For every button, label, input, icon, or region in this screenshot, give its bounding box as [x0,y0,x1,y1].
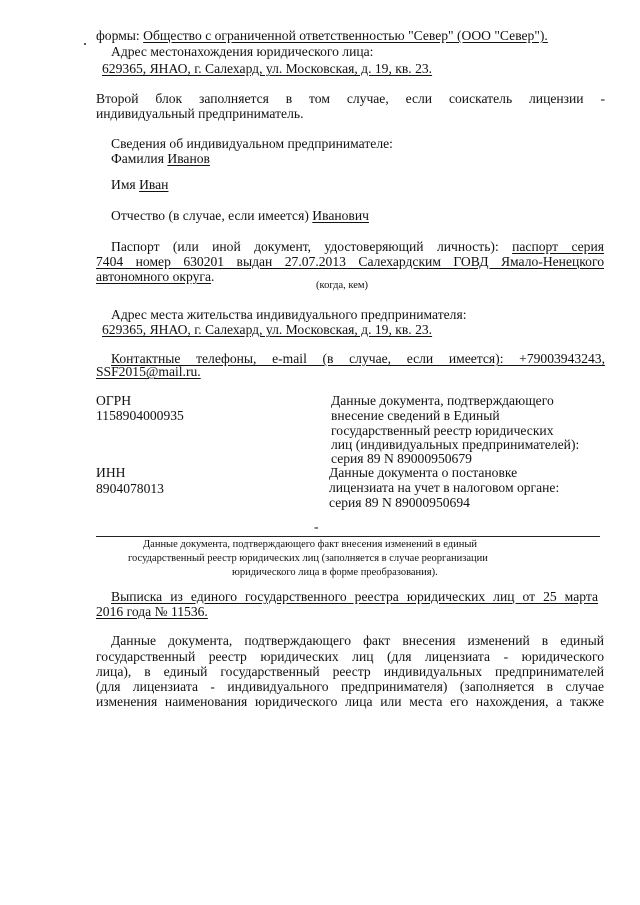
final-line2: государственный реестр юридических лиц (для лицензиата - юридического [96,649,604,664]
scan-speck [84,43,86,45]
egr-doc-line4: лиц (индивидуальных предпринимателей): [331,437,580,452]
ip-surname-value: Иванов [167,151,210,166]
ip-passport-hint: (когда, кем) [316,280,368,291]
final-line4: (для лицензиата - индивидуального предпринимателя) (заполняется в случае [96,679,604,694]
final-line1: Данные документа, подтверждающего факт внесения изменений в единый [111,633,604,648]
ip-passport-label: Паспорт (или иной документ, удостоверяющий личность): [111,239,499,254]
ip-surname-line [111,151,210,167]
org-address-label: Адрес местонахождения юридического лица: [111,44,374,59]
ip-residence-value: 629365, ЯНАО, г. Салехард, ул. Московская, д. 19, кв. 23. [102,322,433,337]
ip-name-line [111,177,168,193]
tax-doc-line3: серия 89 N 89000950694 [329,495,470,510]
egr-doc-line3: государственный реестр юридических [331,423,554,438]
changes-hint-line3: юридического лица в форме преобразования). [232,567,438,578]
egr-doc-line5: серия 89 N 89000950679 [331,451,472,466]
ip-residence-label: Адрес места жительства индивидуального предпринимателя: [111,307,467,322]
org-address-text: 629365, ЯНАО, г. Салехард, ул. Московская, д. 19, кв. 23. [102,61,433,76]
changes-hint-line1: Данные документа, подтверждающего факт внесения изменений в единый [143,539,478,550]
ip-patronymic-value: Иванович [312,208,369,223]
extract-text-1: Выписка из единого государственного реестра юридических лиц от 25 марта [111,589,598,604]
ip-contacts-text-2: SSF2015@mail.ru. [96,364,201,379]
ip-section-title: Сведения об индивидуальном предпринимателе: [111,136,393,151]
ogrn-value: 1158904000935 [96,408,184,423]
ip-surname-label: Фамилия [111,151,164,166]
extract-line1 [111,589,598,605]
ip-name-value: Иван [139,177,169,192]
final-line5: изменения наименования юридического лица или места его нахождения, а также [96,694,604,709]
org-address-value [96,61,432,77]
ip-contacts-line2 [96,364,201,380]
block-note-line2: индивидуальный предприниматель. [96,106,304,121]
ip-name-label: Имя [111,177,136,192]
changes-hint-line2: государственный реестр юридических лиц (заполняется в случае реорганизации [128,553,488,564]
ip-passport-line1 [111,239,604,255]
changes-value: - [314,519,319,534]
ip-contacts-text-1: Контактные телефоны, e-mail (в случае, если имеется): +79003943243, [111,351,605,366]
org-form-line [96,28,548,44]
ip-passport-line2 [96,254,604,270]
inn-value: 8904078013 [96,481,164,496]
block-note-line1: Второй блок заполняется в том случае, если соискатель лицензии - [96,91,605,106]
org-form-label: формы: [96,28,140,43]
tax-doc-line1: Данные документа о постановке [329,465,518,480]
extract-text-2: 2016 года № 11536. [96,604,208,619]
ip-residence-value-line [96,322,432,338]
changes-fill-line [96,536,600,537]
egr-doc-line2: внесение сведений в Единый [331,408,500,423]
ip-passport-value-3-end: . [211,269,215,284]
ip-passport-value-1: паспорт серия [512,239,604,254]
ip-passport-value-3: автономного округа [96,269,212,284]
egr-doc-line1: Данные документа, подтверждающего [331,393,554,408]
extract-line2 [96,604,208,620]
tax-doc-line2: лицензиата на учет в налоговом органе: [329,480,560,495]
ip-passport-value-2: 7404 номер 630201 выдан 27.07.2013 Салехардским ГОВД Ямало-Ненецкого [96,254,604,269]
org-form-value: Общество с ограниченной ответственностью "Север" (ООО "Север"). [143,28,548,43]
ip-patronymic-line [111,208,369,224]
inn-label: ИНН [96,465,126,480]
ip-patronymic-label: Отчество (в случае, если имеется) [111,208,309,223]
final-line3: лица), в единый государственный реестр индивидуальных предпринимателей [96,664,604,679]
ip-passport-line3 [96,269,214,285]
ogrn-label: ОГРН [96,393,132,408]
